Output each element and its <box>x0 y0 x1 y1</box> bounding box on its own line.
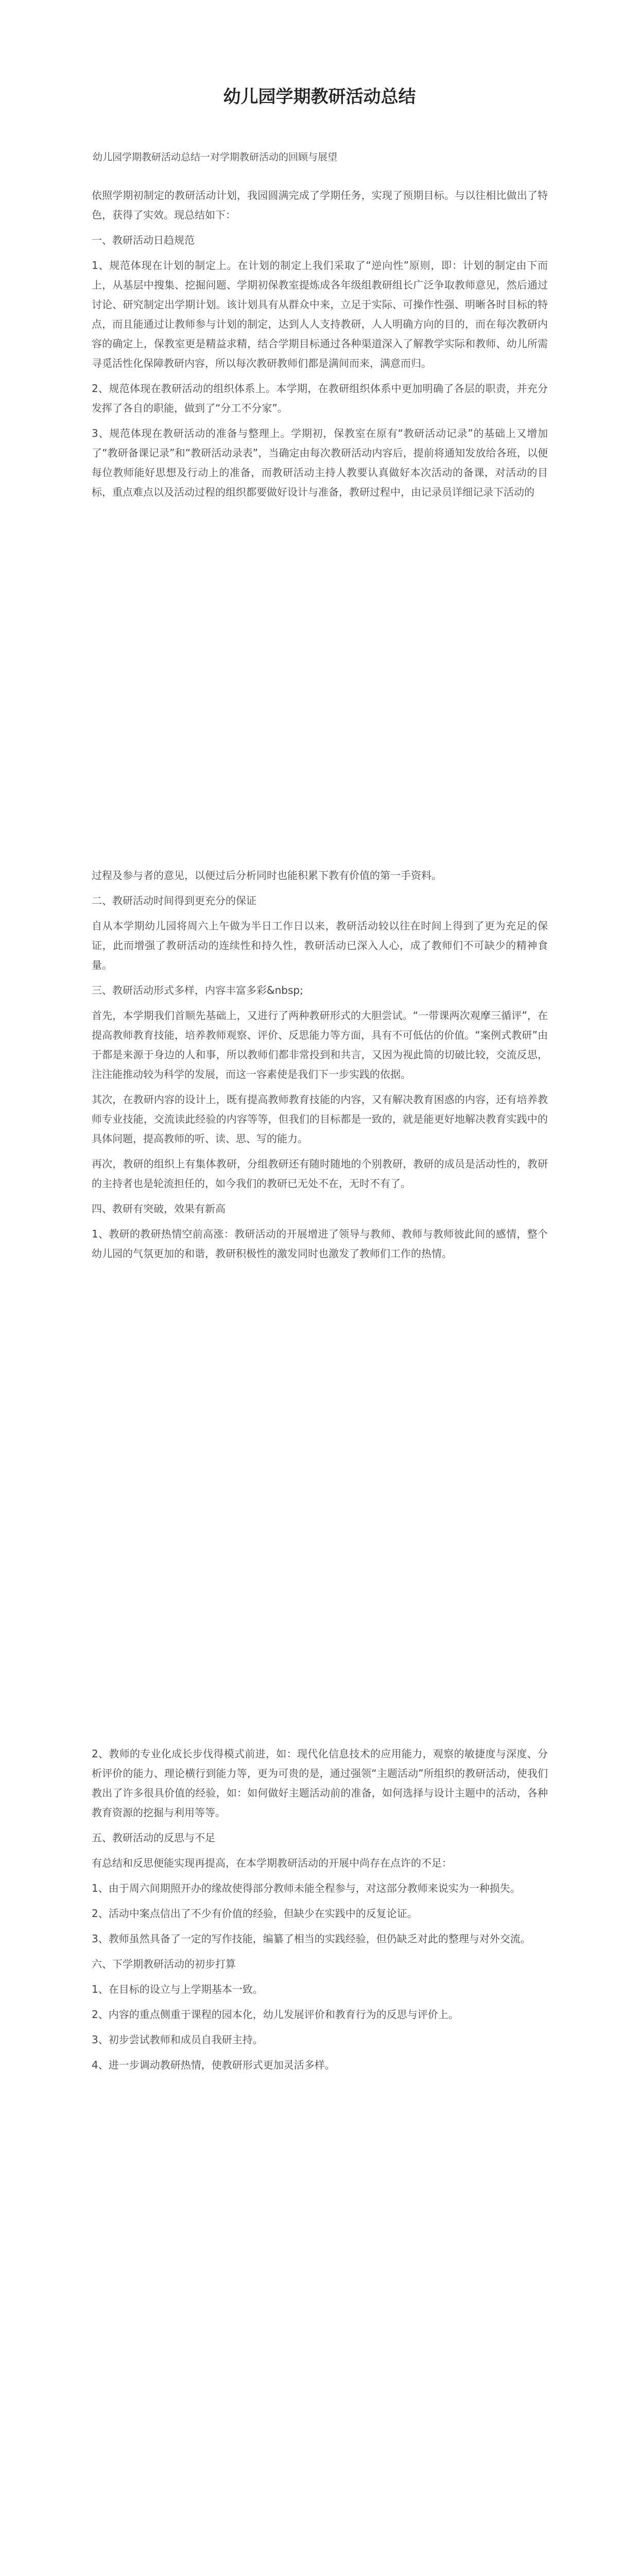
paragraph: 1、在目标的设立与上学期基本一致。 <box>92 1983 263 1995</box>
paragraph: 过程及参与者的意见，以便过后分析同时也能积累下教有价值的第一手资料。 <box>92 869 442 882</box>
paragraph: 首先，本学期我们首顺先基础上，又进行了两种教研形式的大胆尝试。“一带课两次观摩三循评”，在提高教师教育技能，培养教师观察、评价、反思能力等方面，具有不可低估的价值。“案例式教研”由于都是来源于身边的人和事，所以教师们都非常投到和共言，又因为视此简的切破比较，交流反思，注注能推动较为科学的发展，而这一容素使是我们下一步实践的依据。 <box>92 1009 548 1080</box>
paragraph: 2、教师的专业化成长步伐得模式前进，如：现代化信息技术的应用能力，观察的敏捷度与深度、分析评价的能力、理论横行到能力等，更为可贵的是，通过强领“主题活动”所组织的教研活动，使我们教出了许多很具价值的经验，如：如何做好主题活动前的准备，如何选择与设计主题中的活动，各种教育资源的挖掘与利用等等。 <box>92 1748 548 1819</box>
paragraph: 2、内容的重点侧重于课程的园本化，幼儿发展评价和教育行为的反思与评价上。 <box>92 2008 459 2021</box>
content-block-3 <box>92 1744 548 2075</box>
paragraph: 2、规范体现在教研活动的组织体系上。本学期，在教研组织体系中更加明确了各层的职责，并充分发挥了各自的职能，做到了“分工不分家”。 <box>92 382 548 414</box>
document-title: 幼儿园学期教研活动总结 <box>223 87 416 107</box>
paragraph: 其次，在教研内容的设计上，既有提高教师教育技能的内容，又有解决教育困惑的内容，还有培养教师专业技能，交流读此经验的内容等等，但我们的目标都是一致的，就是能更好地解决教育实践中的具体问题，提高教师的听、读、思、写的能力。 <box>92 1093 548 1145</box>
paragraph: 2、活动中案点信出了不少有价值的经验，但缺少在实践中的反复论证。 <box>92 1907 418 1920</box>
paragraph: 有总结和反思便能实现再提高，在本学期教研活动的开展中尚存在点许的不足： <box>92 1857 452 1869</box>
paragraph: 3、教师虽然具备了一定的写作技能，编纂了相当的实践经验，但仍缺乏对此的整理与对外交流。 <box>92 1933 531 1945</box>
paragraph: 二、教研活动时间得到更充分的保证 <box>92 894 256 907</box>
paragraph: 三、教研活动形式多样，内容丰富多彩&nbsp; <box>92 984 303 996</box>
paragraph: 1、规范体现在计划的制定上。在计划的制定上我们采取了“逆向性”原则，即：计划的制定由下而上，从基层中搜集、挖掘问题、学期初保教室提炼成各年级组教研组长广泛争取教师意见，然后通过讨论、研究制定出学期计划。该计划具有从群众中来，立足于实际、可操作性强、明晰各时目标的特点，而且能通过让教师参与计划的制定，达到人人支持教研，人人明确方向的目的，而在每次教研内容的确定上，保教室更是精益求精，结合学期目标通过各种渠道深入了解教学实际和教师、幼儿所需寻觅活性化保障教研内容，所以每次教研教师们都是满间而来，满意而归。 <box>92 259 548 369</box>
paragraph: 四、教研有突破，效果有新高 <box>92 1202 226 1215</box>
paragraph: 3、初步尝试教师和成员自我研主持。 <box>92 2033 263 2046</box>
paragraph: 一、教研活动日趋规范 <box>92 234 195 246</box>
content-block-2 <box>92 866 548 1263</box>
paragraph: 自从本学期幼儿园将周六上午做为半日工作日以来，教研活动较以往在时间上得到了更为充足的保证，此而增强了教研活动的连续性和持久性，教研活动已深入人心，成了教师们不可缺少的精神食量。 <box>92 920 548 971</box>
content-block-1 <box>92 185 548 502</box>
paragraph: 3、规范体现在教研活动的准备与整理上。学期初，保教室在原有“教研活动记录”的基础上又增加了“教研备课记录”和“教研活动录表”，当确定由每次教研活动内容后，提前将通知发放给各班，以便每位教师能好思想及行动上的准备，而教研活动主持人教要认真做好本次活动的备课，对活动的目标，重点难点以及活动过程的组织都要做好设计与准备，教研过程中，由记录员详细记录下活动的 <box>92 427 548 498</box>
paragraph: 再次，教研的组织上有集体教研，分组教研还有随时随地的个别教研，教研的成员是活动性的，教研的主持者也是轮流担任的，如今我们的教研已无处不在，无时不有了。 <box>92 1158 548 1190</box>
paragraph: 4、进一步调动教研热情，使教研形式更加灵活多样。 <box>92 2059 335 2071</box>
paragraph: 1、教研的教研热情空前高涨：教研活动的开展增进了领导与教师、教师与教师彼此间的感情，整个幼儿园的气氛更加的和谐，教研积极性的激发同时也激发了教师们工作的热情。 <box>92 1228 548 1260</box>
paragraph: 五、教研活动的反思与不足 <box>92 1832 215 1844</box>
paragraph: 依照学期初制定的教研活动计划，我园圆满完成了学期任务，实现了预期目标。与以往相比做出了特色，获得了实效。现总结如下： <box>92 189 548 221</box>
paragraph: 1、由于周六间期照开办的缘故使得部分教师未能全程参与，对这部分教师来说实为一种损失。 <box>92 1882 521 1894</box>
document-subtitle: 幼儿园学期教研活动总结一对学期教研活动的回顾与展望 <box>93 151 338 163</box>
paragraph: 六、下学期教研活动的初步打算 <box>92 1958 236 1970</box>
